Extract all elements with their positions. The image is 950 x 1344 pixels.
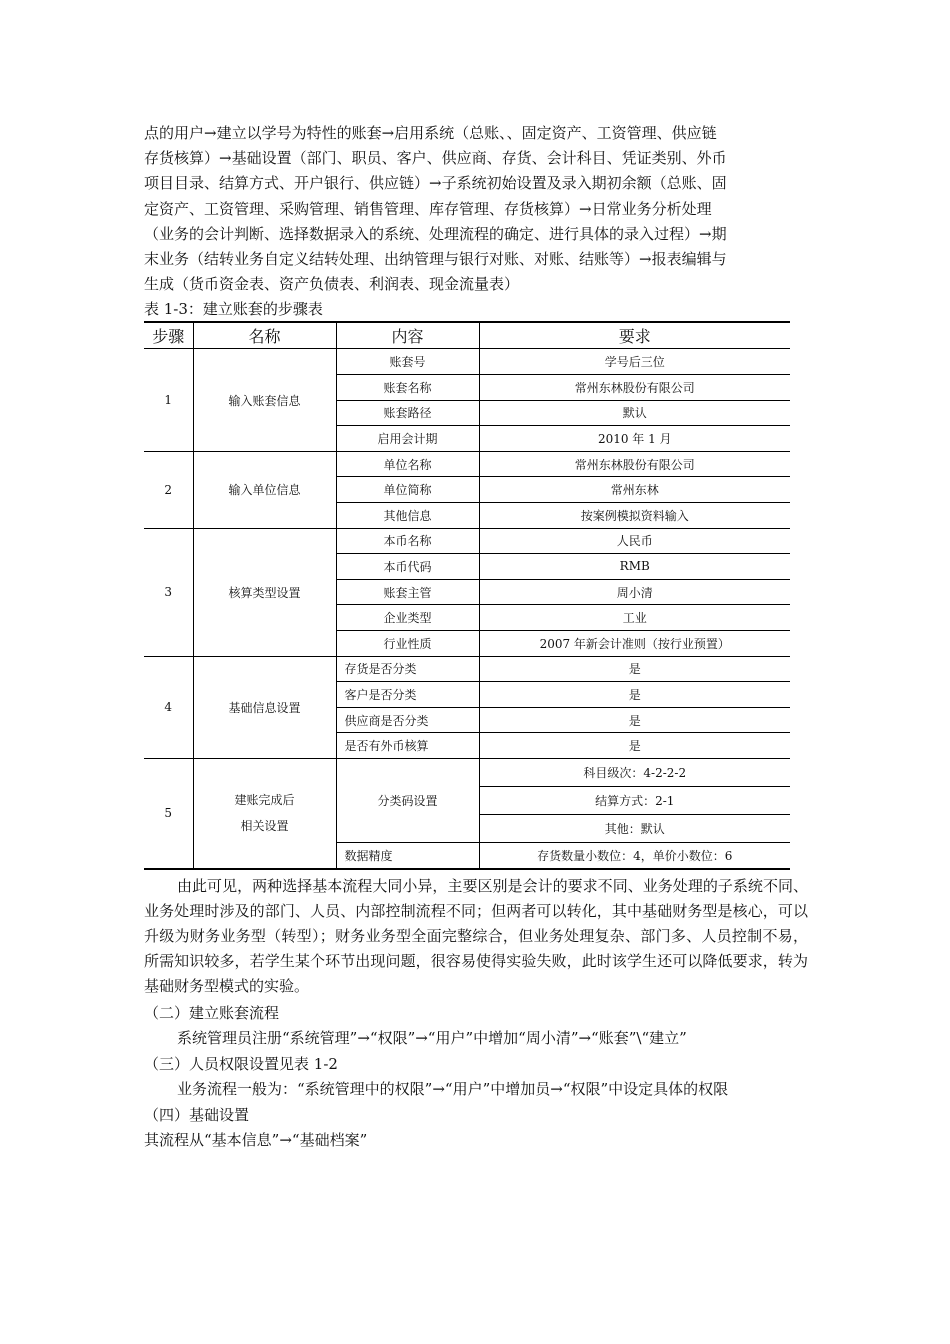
requirement-cell: 是: [479, 733, 790, 759]
intro-line: 点的用户→建立以学号为特性的账套→启用系统（总账、、固定资产、工资管理、供应链: [144, 124, 717, 142]
content-cell: 本币名称: [336, 528, 479, 554]
table-header-row: [144, 322, 790, 349]
content-cell: 其他信息: [336, 502, 479, 528]
requirement-cell: 常州东林股份有限公司: [479, 375, 790, 401]
content-cell: 行业性质: [336, 630, 479, 656]
step-name-line: 相关设置: [240, 819, 289, 834]
table-caption: 表 1-3：建立账套的步骤表: [144, 300, 323, 319]
table-row: [144, 656, 790, 682]
requirement-cell: 是: [479, 707, 790, 733]
body-paragraph: 业务流程一般为：“系统管理中的权限”→“用户”中增加员→“权限”中设定具体的权限: [177, 1079, 729, 1098]
requirement-cell: 工业: [479, 605, 790, 631]
intro-line: 存货核算）→基础设置（部门、职员、客户、供应商、存货、会计科目、凭证类别、外币: [144, 149, 727, 168]
requirement-cell: 存货数量小数位：4，单价小数位：6: [537, 848, 733, 863]
header-requirement: 要求: [479, 322, 790, 349]
header-name: 名称: [193, 322, 336, 349]
content-cell: 账套名称: [336, 375, 479, 401]
intro-line: 生成（货币资金表、资产负债表、利润表、现金流量表）: [144, 275, 520, 294]
requirement-cell: 结算方式：2-1: [479, 786, 790, 814]
step-name: 输入账套信息: [193, 349, 336, 451]
step-name: 核算类型设置: [193, 528, 336, 656]
requirement-cell: 常州东林股份有限公司: [479, 451, 790, 477]
content-cell: 企业类型: [336, 605, 479, 631]
requirement-cell: 是: [479, 682, 790, 708]
requirement-cell: 周小清: [479, 579, 790, 605]
requirement-cell: 人民币: [479, 528, 790, 554]
step-number: 3: [144, 528, 193, 656]
step-number: 2: [144, 451, 193, 528]
header-content: 内容: [336, 322, 479, 349]
section-heading: （四）基础设置: [144, 1105, 250, 1124]
step-number: 4: [144, 656, 193, 758]
table-row: [144, 349, 790, 375]
body-paragraph: 系统管理员注册“系统管理”→“权限”→“用户”中增加“周小清”→“账套”\“建立”: [177, 1028, 687, 1047]
table-row: [144, 528, 790, 554]
content-cell: 本币代码: [336, 554, 479, 580]
requirement-cell: 常州东林: [479, 477, 790, 503]
content-cell: 账套路径: [336, 400, 479, 426]
content-cell: 数据精度: [336, 842, 479, 868]
content-cell: 单位名称: [336, 451, 479, 477]
step-name: 基础信息设置: [193, 656, 336, 758]
requirement-cell: 其他：默认: [479, 814, 790, 842]
table-row: [144, 758, 790, 786]
requirement-cell: 2010 年 1 月: [479, 426, 790, 452]
intro-line: 项目目录、结算方式、开户银行、供应链）→子系统初始设置及录入期初余额（总账、固: [144, 174, 727, 193]
step-name: 输入单位信息: [193, 451, 336, 528]
step-name: [193, 758, 336, 868]
step-number: 1: [144, 349, 193, 451]
header-step: 步骤: [144, 322, 193, 349]
requirement-cell: 按案例模拟资料输入: [479, 502, 790, 528]
content-cell: 分类码设置: [336, 758, 479, 842]
requirement-cell: 学号后三位: [479, 349, 790, 375]
content-cell: 供应商是否分类: [336, 707, 479, 733]
table-row: [144, 451, 790, 477]
intro-line: 末业务（结转业务自定义结转处理、出纳管理与银行对账、对账、结账等）→报表编辑与: [144, 250, 727, 269]
content-cell: 账套号: [336, 349, 479, 375]
steps-table: [144, 321, 790, 869]
step-name-line: 建账完成后: [234, 793, 295, 808]
content-cell: 存货是否分类: [336, 656, 479, 682]
content-cell: 是否有外币核算: [336, 733, 479, 759]
intro-paragraph: [144, 121, 808, 297]
intro-line: 定资产、工资管理、采购管理、销售管理、库存管理、存货核算）→日常业务分析处理: [144, 199, 712, 218]
content-cell: 账套主管: [336, 579, 479, 605]
requirement-cell: 是: [479, 656, 790, 682]
content-cell: 客户是否分类: [336, 682, 479, 708]
section-heading: （三）人员权限设置见表 1-2: [144, 1054, 338, 1073]
content-cell: 单位简称: [336, 477, 479, 503]
step-number: 5: [144, 758, 193, 868]
section-heading: （二）建立账套流程: [144, 1003, 280, 1022]
requirement-cell: 科目级次：4-2-2-2: [479, 758, 790, 786]
content-cell: 启用会计期: [336, 426, 479, 452]
body-paragraph: 其流程从“基本信息”→“基础档案”: [144, 1130, 368, 1149]
body-section: [144, 874, 808, 1154]
body-paragraph: 由此可见，两种选择基本流程大同小异，主要区别是会计的要求不同、业务处理的子系统不同、业务处理时涉及的部门、人员、内部控制流程不同；但两者可以转化，其中基础财务型是核心，可以升级为财务业务型（转型）；财务业务型全面完整综合，但业务处理复杂、部门多、人员控制不易，所需知识较多，若学生某个环节出现问题，很容易使得实验失败，此时该学生还可以降低要求，转为基础财务型模式的实验。: [144, 876, 808, 996]
document-page: [144, 121, 808, 1153]
requirement-cell: RMB: [479, 554, 790, 580]
requirement-cell: 2007 年新会计准则（按行业预置）: [479, 630, 790, 656]
intro-line: （业务的会计判断、选择数据录入的系统、处理流程的确定、进行具体的录入过程）→期: [144, 224, 727, 243]
requirement-cell: 默认: [479, 400, 790, 426]
